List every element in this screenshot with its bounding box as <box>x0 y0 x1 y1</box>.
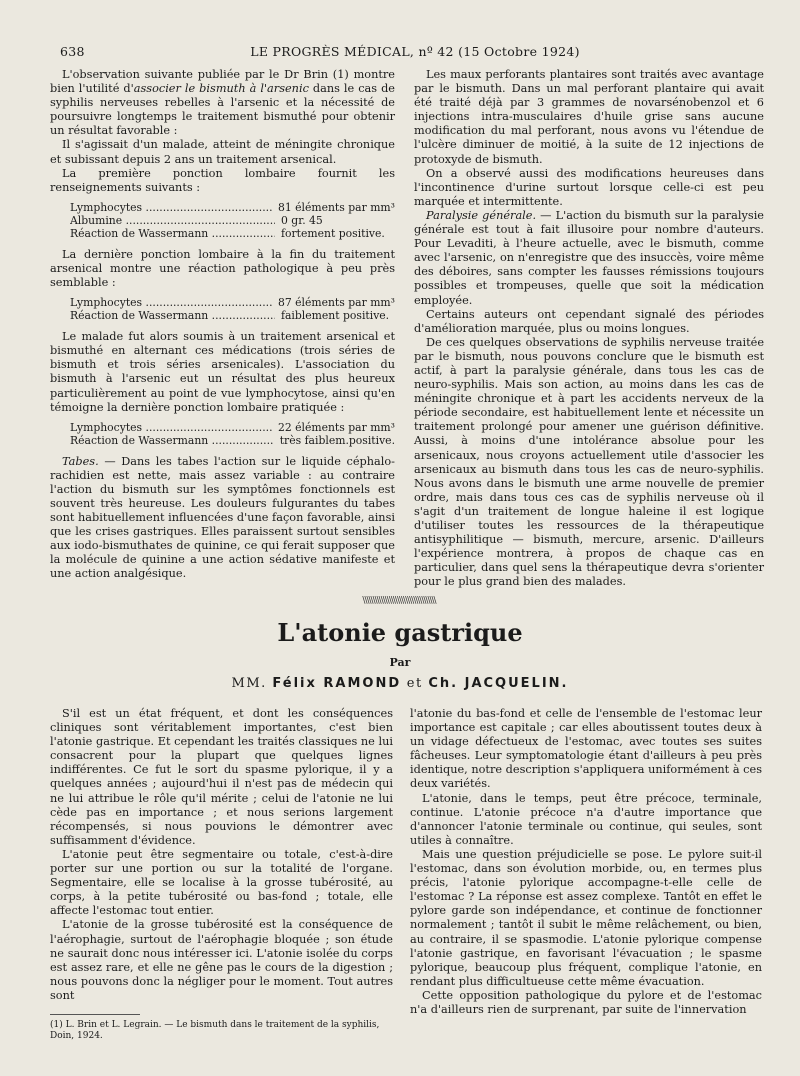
byline-par: Par <box>389 656 411 669</box>
paragraph: La première ponction lombaire fournit les renseignements suivants : <box>50 166 395 194</box>
paragraph: L'atonie peut être segmentaire ou totale, c'est-à-dire porter sur une portion ou sur la totalité de l'organe. Segmentaire, elle se localise à la grosse tubérosité, au corps, à la petite tubérosité ou bas-fond ; totale, elle affecte l'estomac tout entier. <box>50 847 393 918</box>
paragraph: L'observation suivante publiée par le Dr Brin (1) montre bien l'utilité d'associer le bismuth à l'arsenic dans le cas de syphilis nerveuses rebelles à l'arsenic et la nécessité de poursuivre longtemps le traitement bismuthé pour obtenir un résultat favorable : <box>50 68 395 138</box>
paragraph: On a observé aussi des modifications heureuses dans l'incontinence d'urine surtout lorsque celle-ci est peu marquée et intermittente. <box>414 166 764 208</box>
lab-row: Lymphocytes ..... 87 éléments par mm³ <box>70 296 395 309</box>
column-left-bottom <box>50 707 393 1003</box>
paragraph: Les maux perforants plantaires sont traités avec avantage par le bismuth. Dans un mal perforant plantaire qui avait été traité déjà par 3 grammes de novarsénobenzol et 6 injections intra-musculaires d'huile grise sans aucune modification du mal perforant, nous avons vu l'étendue de l'ulcère diminuer de moitié, à la suite de 12 injections de protoxyde de bismuth. <box>414 68 764 166</box>
author-name: Félix RAMOND <box>272 676 402 691</box>
paragraph: l'atonie du bas-fond et celle de l'ensemble de l'estomac leur importance est capitale ; car elles aboutissent toutes deux à un vidage défectueux de l'estomac, avec toutes ses suites fâcheuses. Leur symptomatologie étant d'ailleurs à peu près identique, notre description s'appliquera uniformément à ces deux variétés. <box>410 707 762 791</box>
paragraph: La dernière ponction lombaire à la fin du traitement arsenical montre une réaction pathologique à peu près semblable : <box>50 247 395 290</box>
lab-results-1 <box>70 201 395 240</box>
paragraph: Il s'agissait d'un malade, atteint de méningite chronique et subissant depuis 2 ans un traitement arsenical. <box>50 138 395 166</box>
article-title: L'atonie gastrique <box>277 618 523 647</box>
lab-row: Réaction de Wassermann ..... très faiblem.positive. <box>70 434 395 447</box>
paragraph: Certains auteurs ont cependant signalé des périodes d'amélioration marquée, plus ou moins longues. <box>414 307 764 335</box>
section-divider: \\\\\\\\\\\\\\\\\\\\\\\\\\\\\\\\\\\\ <box>362 596 436 606</box>
lab-row: Albumine ..... 0 gr. 45 <box>70 214 395 227</box>
paragraph: Cette opposition pathologique du pylore et de l'estomac n'a d'ailleurs rien de surprenant, par suite de l'innervation <box>410 988 762 1016</box>
footnote: (1) L. Brin et L. Legrain. — Le bismuth dans le traitement de la syphilis, Doin, 1924. <box>50 1020 380 1041</box>
lab-row: Lymphocytes ..... 81 éléments par mm³ <box>70 201 395 214</box>
byline-authors: MM. Félix RAMOND et Ch. JACQUELIN. <box>231 676 569 691</box>
column-left-top <box>50 68 395 582</box>
paragraph: Paralysie générale. — L'action du bismuth sur la paralysie générale est tout à fait illusoire pour nombre d'auteurs. Pour Levaditi, à l'heure actuelle, avec le bismuth, comme avec l'arsenic, on n'enregistre que des insuccès, voire même des déboires, sans compter les fausses rémissions toujours possibles et trompeuses, quelle que soit la médication employée. <box>414 208 764 307</box>
paragraph: Le malade fut alors soumis à un traitement arsenical et bismuthé en alternant ces médications (trois séries de bismuth et trois séries arsenicales). L'association du bismuth à l'arsenic eut un résultat des plus heureux particulièrement au point de vue lymphocytose, ainsi qu'en témoigne la dernière ponction lombaire pratiquée : <box>50 330 395 414</box>
paragraph: Tabes. — Dans les tabes l'action sur le liquide céphalo-rachidien est nette, mais assez variable : au contraire l'action du bismuth sur les symptômes fonctionnels est souvent très heureuse. Les douleurs fulgurantes du tabes sont habituellement influencées d'une façon favorable, ainsi que les crises gastriques. Elles paraissent surtout sensibles aux iodo-bismuthates de quinine, ce qui ferait supposer que la molécule de quinine a une action sédative manifeste et une action analgésique. <box>50 454 395 581</box>
lab-row: Réaction de Wassermann ..... fortement positive. <box>70 227 395 240</box>
author-name: Ch. JACQUELIN. <box>428 676 569 691</box>
paragraph: De ces quelques observations de syphilis nerveuse traitée par le bismuth, nous pouvons conclure que le bismuth est actif, à part la paralysie générale, dans tous les cas de neuro-syphilis. Mais son action, au moins dans les cas de méningite chronique et à part les accidents nerveux de la période secondaire, est habituellement lente et nécessite un traitement prolongé pour amener une guérison définitive. Aussi, à moins d'une intolérance absolue pour les arsenicaux, nous croyons actuellement utile d'associer les arsenicaux au bismuth dans tous les cas de neuro-syphilis. Nous avons dans le bismuth une arme nouvelle de premier ordre, mais dans tous ces cas de syphilis nerveuse où il s'agit d'un traitement de longue haleine il est logique d'utiliser toutes les ressources de la thérapeutique antisyphilitique — bismuth, mercure, arsenic. D'ailleurs l'expérience montrera, à propos de chaque cas en particulier, dans quel sens la thérapeutique devra s'orienter pour le plus grand bien des malades. <box>414 335 764 589</box>
footnote-rule <box>50 1014 140 1015</box>
running-header <box>60 44 770 62</box>
paragraph: Mais une question préjudicielle se pose. Le pylore suit-il l'estomac, dans son évolution morbide, ou, en termes plus précis, l'atonie pylorique accompagne-t-elle celle de l'estomac ? La réponse est assez complexe. Tantôt en effet le pylore garde son indépendance, et continue de fonctionner normalement ; tantôt il subit le même relâchement, ou bien, au contraire, il se spasmodie. L'atonie pylorique compense l'atonie gastrique, en favorisant l'évacuation ; le spasme pylorique, beaucoup plus fréquent, complique l'atonie, en rendant plus difficultueuse cette même évacuation. <box>410 847 762 988</box>
column-right-top <box>414 68 764 589</box>
page-number: 638 <box>60 44 85 59</box>
lab-results-3 <box>70 421 395 447</box>
paragraph: L'atonie de la grosse tubérosité est la conséquence de l'aérophagie, surtout de l'aérophagie bloquée ; son étude ne saurait donc nous intéresser ici. L'atonie isolée du corps est assez rare, et elle ne gêne pas le cours de la digestion ; nous pouvons donc la négliger pour le moment. Tout autres sont <box>50 918 393 1002</box>
journal-title: LE PROGRÈS MÉDICAL, nº 42 (15 Octobre 1924) <box>250 44 580 59</box>
paragraph: L'atonie, dans le temps, peut être précoce, terminale, continue. L'atonie précoce n'a d'autre importance que d'annoncer l'atonie terminale ou continue, qui seules, sont utiles à connaître. <box>410 791 762 847</box>
paragraph: S'il est un état fréquent, et dont les conséquences cliniques sont véritablement importantes, c'est bien l'atonie gastrique. Et cependant les traités classiques ne lui consacrent pour la plupart que quelques lignes indifférentes. Ce fut le sort du spasme pylorique, il y a quelques années ; aujourd'hui il n'est pas de médecin qui ne lui attribue le rôle qu'il mérite ; celui de l'atonie ne lui cède pas en importance ; et nous serions largement récompensés, si nous pouvions le démontrer avec suffisamment d'évidence. <box>50 707 393 847</box>
lab-row: Réaction de Wassermann ..... faiblement positive. <box>70 309 395 322</box>
column-right-bottom <box>410 707 762 1017</box>
lab-row: Lymphocytes ..... 22 éléments par mm³ <box>70 421 395 434</box>
lab-results-2 <box>70 296 395 322</box>
